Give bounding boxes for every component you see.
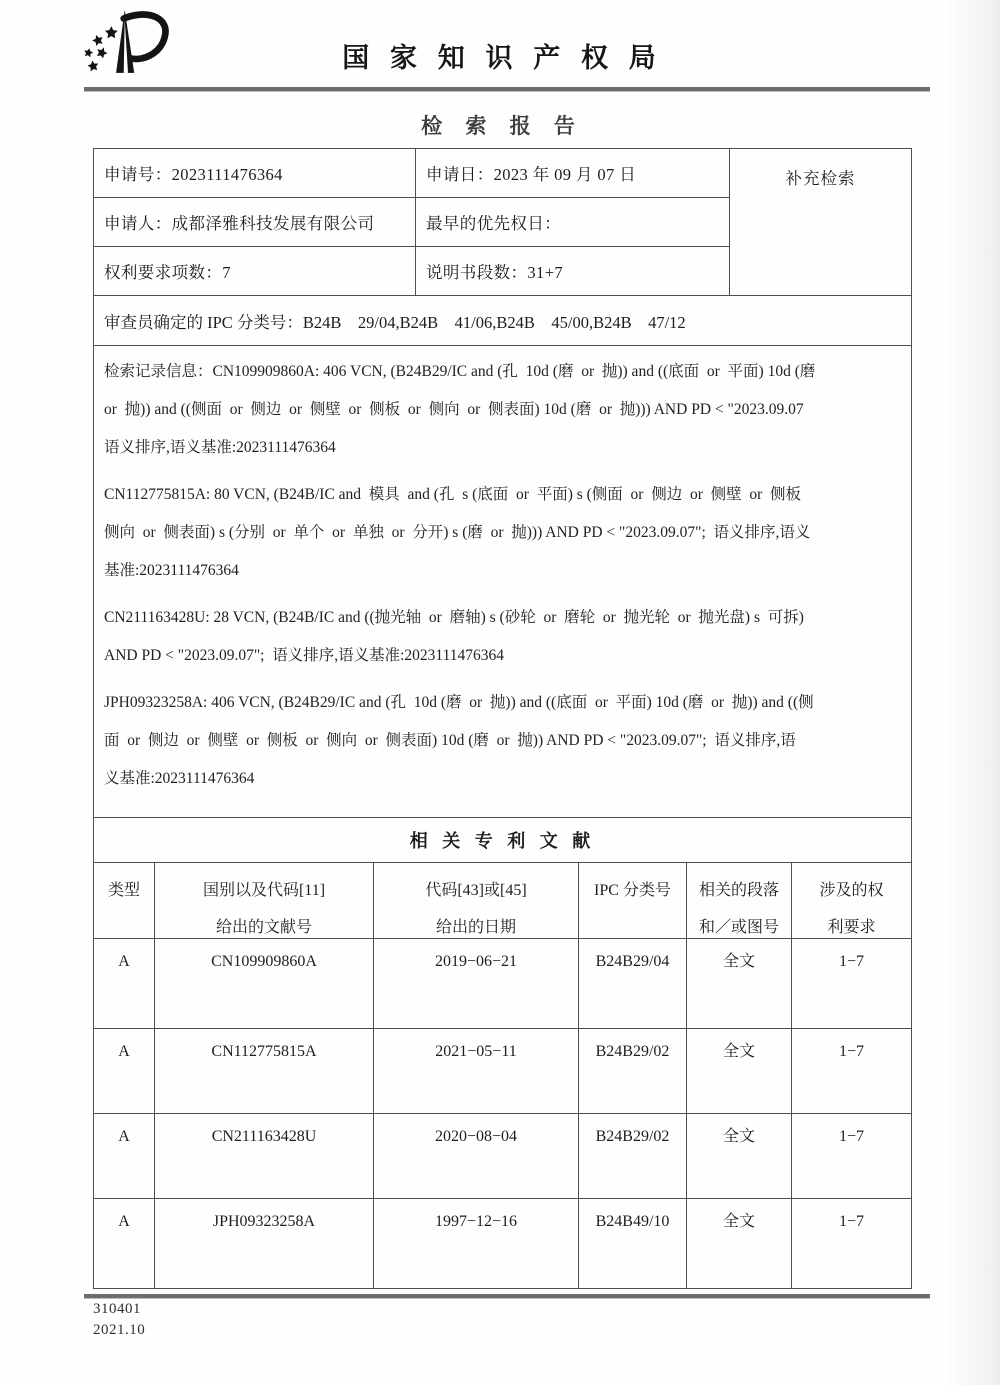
- header-publication-date: 代码[43]或[45] 给出的日期: [373, 863, 578, 938]
- search-record-paragraph: [104, 684, 907, 798]
- header-relevant-passages: 相关的段落 和／或图号: [686, 863, 791, 938]
- header-claims-concerned: 涉及的权 利要求: [791, 863, 911, 938]
- form-code: 310401: [93, 1301, 141, 1317]
- header-rule: [84, 87, 930, 92]
- cell-type: A: [118, 1213, 130, 1230]
- header-ipc-class: IPC 分类号: [578, 863, 686, 938]
- form-version: 2021.10: [93, 1322, 146, 1338]
- applicant-cell: 申请人：成都泽雅科技发展有限公司: [94, 198, 416, 246]
- cell-document-number: CN211163428U: [154, 1114, 373, 1198]
- scan-shading: [945, 0, 1000, 1385]
- info-row-2: [94, 197, 729, 246]
- patent-row: [94, 938, 911, 1028]
- search-record-line: 检索记录信息：CN109909860A: 406 VCN, (B24B29/IC and (孔 10d (磨 or 抛)) and ((底面 or 平面) 10d (磨: [104, 363, 816, 380]
- cell-ipc-class: B24B49/10: [578, 1199, 686, 1288]
- cell-document-number: JPH09323258A: [154, 1199, 373, 1288]
- patent-row: [94, 1198, 911, 1288]
- search-record-line: 义基准:2023111476364: [104, 770, 255, 787]
- patent-row: [94, 1028, 911, 1113]
- cell-document-number: CN112775815A: [154, 1029, 373, 1113]
- search-record-line: 侧向 or 侧表面) s (分别 or 单个 or 单独 or 分开) s (磨 or 抛))) AND PD < "2023.09.07"; 语义排序,语义: [104, 524, 811, 541]
- search-record-line: JPH09323258A: 406 VCN, (B24B29/IC and (孔 10d (磨 or 抛)) and ((底面 or 平面) 10d (磨 or 抛)) and ((侧: [104, 694, 814, 711]
- search-record-paragraph: [104, 476, 907, 590]
- filing-date-cell: 申请日：2023 年 09 月 07 日: [426, 165, 637, 184]
- cell-relevant-passages: 全文: [686, 1029, 791, 1113]
- search-type-cell: 补充检索: [729, 149, 911, 295]
- patent-row: [94, 1113, 911, 1198]
- cell-relevant-passages: 全文: [686, 939, 791, 1028]
- cell-publication-date: 2021−05−11: [373, 1029, 578, 1113]
- bibliographic-block: [94, 149, 911, 295]
- patents-header-row: [94, 862, 911, 938]
- cell-document-number: CN109909860A: [154, 939, 373, 1028]
- cell-type: A: [118, 1128, 130, 1145]
- ipc-classification-cell: 审查员确定的 IPC 分类号：B24B 29/04,B24B 41/06,B24B 45/00,B24B 47/12: [94, 295, 911, 345]
- search-record-line: 语义排序,语义基准:2023111476364: [104, 439, 336, 456]
- cell-publication-date: 2020−08−04: [373, 1114, 578, 1198]
- footer-rule: [84, 1294, 930, 1299]
- cell-type: A: [118, 1043, 130, 1060]
- cell-ipc-class: B24B29/04: [578, 939, 686, 1028]
- cell-claims-concerned: 1−7: [791, 1199, 911, 1288]
- search-record-line: AND PD < "2023.09.07"; 语义排序,语义基准:2023111476364: [104, 647, 505, 664]
- cell-ipc-class: B24B29/02: [578, 1114, 686, 1198]
- related-patents-title: 相 关 专 利 文 献: [94, 817, 911, 862]
- cell-publication-date: 1997−12−16: [373, 1199, 578, 1288]
- bibliographic-left: [94, 149, 729, 295]
- search-record-paragraph: [104, 353, 907, 467]
- cell-publication-date: 2019−06−21: [373, 939, 578, 1028]
- claims-count-cell: 权利要求项数：7: [94, 247, 416, 295]
- cell-relevant-passages: 全文: [686, 1114, 791, 1198]
- cell-claims-concerned: 1−7: [791, 939, 911, 1028]
- search-record-line: 基准:2023111476364: [104, 562, 239, 579]
- report-title: 检 索 报 告: [421, 114, 584, 138]
- report-table: [93, 148, 912, 1289]
- search-record-line: CN211163428U: 28 VCN, (B24B/IC and ((抛光轴 or 磨轴) s (砂轮 or 磨轮 or 抛光轮 or 抛光盘) s 可拆): [104, 609, 804, 626]
- cell-claims-concerned: 1−7: [791, 1029, 911, 1113]
- search-records-cell: [94, 345, 911, 817]
- cell-type: A: [118, 953, 130, 970]
- cell-claims-concerned: 1−7: [791, 1114, 911, 1198]
- cell-ipc-class: B24B29/02: [578, 1029, 686, 1113]
- spec-paragraphs-cell: 说明书段数：31+7: [426, 263, 564, 282]
- search-record-line: or 抛)) and ((侧面 or 侧边 or 侧壁 or 侧板 or 侧向 or 侧表面) 10d (磨 or 抛))) AND PD < "2023.09.07: [104, 401, 804, 418]
- cell-relevant-passages: 全文: [686, 1199, 791, 1288]
- header-document-number: 国别以及代码[11] 给出的文献号: [154, 863, 373, 938]
- priority-date-cell: 最早的优先权日：: [426, 214, 562, 233]
- info-row-3: [94, 246, 729, 295]
- header-type: 类型: [107, 882, 140, 899]
- info-row-1: [94, 149, 729, 197]
- search-record-paragraph: [104, 599, 907, 675]
- agency-title: 国 家 知 识 产 权 局: [342, 43, 663, 73]
- search-record-line: 面 or 侧边 or 侧壁 or 侧板 or 侧向 or 侧表面) 10d (磨 or 抛)) AND PD < "2023.09.07"; 语义排序,语: [104, 732, 796, 749]
- application-number-cell: 申请号：2023111476364: [94, 149, 416, 197]
- search-record-line: CN112775815A: 80 VCN, (B24B/IC and 模具 and (孔 s (底面 or 平面) s (侧面 or 侧边 or 侧壁 or 侧板: [104, 486, 802, 503]
